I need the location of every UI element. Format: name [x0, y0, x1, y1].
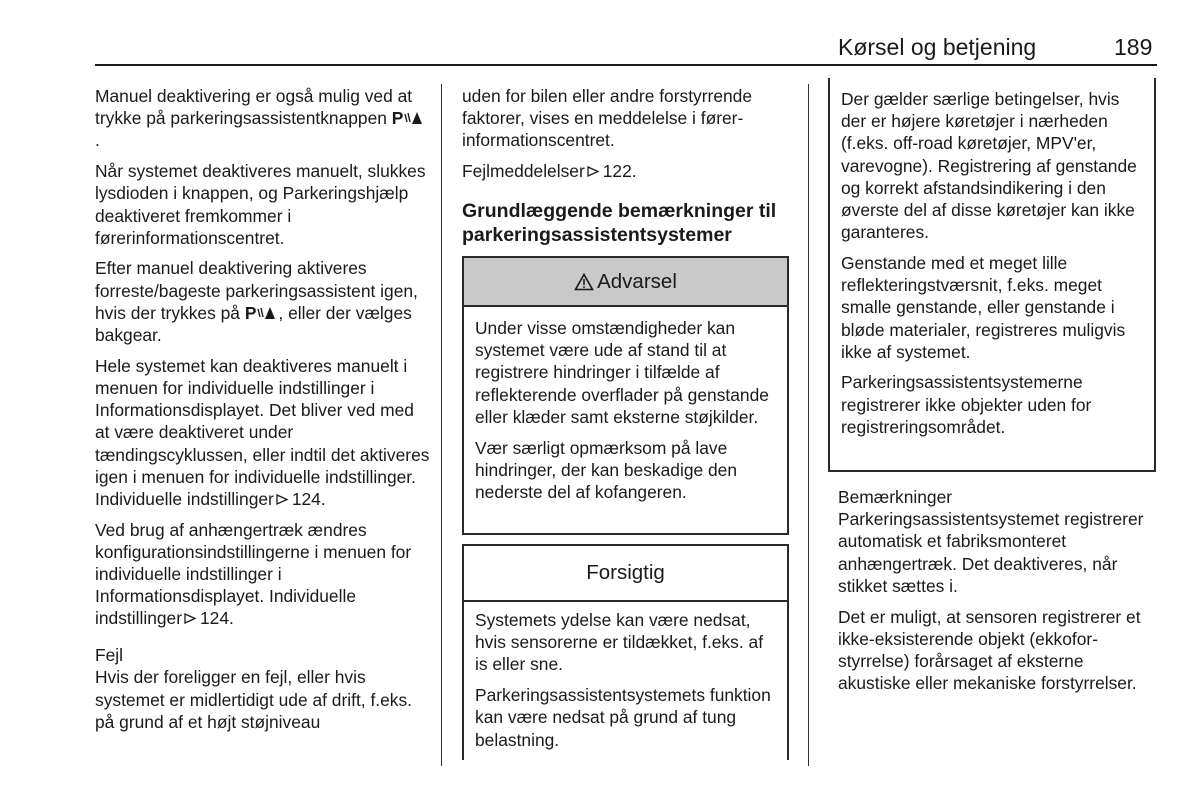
page-reference[interactable]: 124. — [200, 608, 234, 629]
notes-heading: Bemærkninger — [838, 487, 953, 507]
page-reference-arrow-icon — [587, 165, 600, 178]
display-message: Parkeringshjælp deaktiveret — [95, 183, 409, 226]
column-3-notes — [838, 486, 1160, 703]
warning-box — [462, 256, 789, 535]
warning-header — [464, 258, 787, 307]
notes-paragraph-1: Parkeringsassistentsystemet registrerer automatisk et fabriksmonteret anhængertræk. Det deaktiveres, når stikket sættes i. — [838, 509, 1144, 596]
header-title: Kørsel og betjening — [838, 34, 1037, 60]
paragraph-led-off: Når systemet deaktiveres manuelt, slukkes lysdioden i knappen, og Parkeringshjælp deaktiveret fremkommer i førerinformationscentret. — [95, 161, 426, 248]
warning-paragraph-1: Under visse omstændigheder kan systemet være ude af stand til at registrere hindringer i tilfælde af reflekterende overflader på genstande eller klæder samt eksterne støjkilder. — [475, 318, 769, 427]
page-reference[interactable]: 122. — [602, 161, 637, 182]
column-2 — [462, 85, 792, 259]
warning-paragraph-2: Vær særligt opmærksom på lave hindringer, der kan beskadige den nederste del af kofangeren. — [475, 437, 738, 502]
caution-paragraph-4: Genstande med et meget lille reflekteringstværsnit, f.eks. meget smalle genstande, eller genstande i bløde materialer, registreres muligvis ikke af systemet. — [841, 252, 1126, 362]
caution-header — [464, 546, 787, 602]
fejl-heading: Fejl — [95, 645, 124, 666]
caution-paragraph-3: Der gælder særlige betingelser, hvis der er højere køretøjer i nærheden (f.eks. off-road køretøjer, MPV'er, varevogne). Registrering af genstande og korrekt afstandsindikering i den øverste del af disse køretøjer kan ikke garanteres. — [841, 89, 1137, 243]
page-reference-arrow-icon — [184, 612, 197, 625]
notes-paragraph-2: Det er muligt, at sensoren registrerer et ikke-eksisterende objekt (ekkoforstyrrelse) forårsaget af eksterne akustiske eller mekaniske forstyrrelser. — [838, 606, 1141, 694]
paragraph-continued: uden for bilen eller andre forstyrrende faktorer, vises en meddelelse i førerinformationscentret. — [462, 86, 753, 151]
caution-box — [462, 544, 789, 760]
paragraph-reactivation: Efter manuel deaktivering aktiveres forreste/bageste parkeringsassistent igen, hvis der trykkes på P , eller der vælges bakgear. — [95, 258, 418, 346]
parking-assist-icon: P — [245, 303, 279, 323]
paragraph-manual-deactivation: Manuel deaktivering er også mulig ved at trykke på parkeringsassistentknappen P. — [95, 85, 430, 152]
parking-assist-icon: P — [392, 108, 426, 128]
paragraph-whole-system: Hele systemet kan deaktiveres manuelt i menuen for individuelle indstillinger i Informationsdisplayet. Det bliver ved med at være deaktiveret under tændingscyklussen, eller indtil det aktiveres igen i menuen for individuelle indstillinger. Individuelle indstillinger 124. — [95, 355, 430, 509]
caution-paragraph-2: Parkeringsassistentsystemets funktion kan være nedsat på grund af tung belastning. — [475, 685, 771, 750]
column-divider-1 — [441, 84, 442, 766]
column-1 — [95, 85, 430, 741]
caution-paragraph-5: Parkeringsassistentsystemerne registrerer ikke objekter uden for registreringsområdet. — [841, 372, 1092, 437]
column-divider-2 — [808, 84, 809, 766]
caution-body — [464, 602, 787, 751]
warning-triangle-icon — [574, 273, 594, 291]
warning-title: Advarsel — [597, 269, 677, 293]
warning-body — [464, 307, 787, 503]
paragraph-fejl: Hvis der foreligger en fejl, eller hvis systemet er midlertidigt ude af drift, f.eks. på grund af et højt støjniveau — [95, 667, 413, 732]
caution-title: Forsigtig — [586, 561, 665, 584]
header-rule — [95, 64, 1157, 66]
page-reference-arrow-icon — [276, 493, 289, 506]
page-reference[interactable]: 124. — [291, 488, 326, 509]
continued-caution-box — [828, 78, 1156, 472]
continued-caution-body — [830, 78, 1154, 438]
section-heading: Grundlæggende bemærkninger til parkeringsassistentsystemer — [462, 200, 777, 246]
caution-paragraph-1: Systemets ydelse kan være nedsat, hvis sensorerne er tildækket, f.eks. af is eller sne. — [475, 610, 764, 675]
page-number: 189 — [1114, 34, 1153, 60]
paragraph-error-messages: Fejlmeddelelser 122. — [462, 161, 637, 182]
paragraph-trailer: Ved brug af anhængertræk ændres konfigurationsindstillingerne i menuen for individuelle indstillinger i Informationsdisplayet. Individuelle indstillinger 124. — [95, 519, 412, 629]
